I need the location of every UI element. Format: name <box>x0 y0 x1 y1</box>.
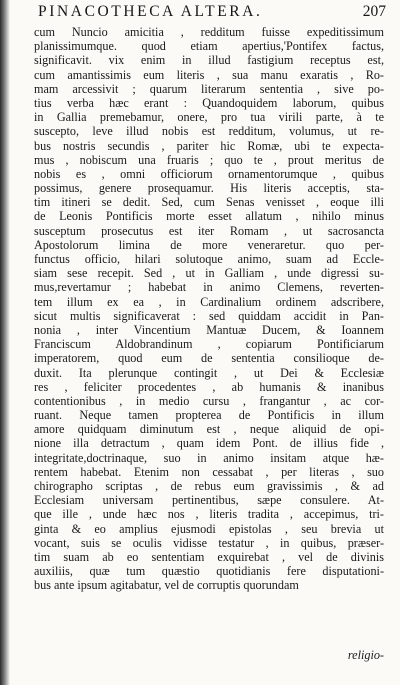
text-line: auxiliis, quæ tum quæstio quotidianis fere disputationi- <box>34 564 384 579</box>
text-line: cum Nuncio amicitia , redditum fuisse expeditissimum <box>34 25 384 39</box>
text-line: res , feliciter procedentes , ab humanis & inanibus <box>34 379 384 394</box>
text-line: cum amantissimis eum literis , sua manu exaratis , Ro- <box>34 67 384 82</box>
spine-shadow <box>0 0 10 685</box>
text-line: nonia , inter Vincentium Mantuæ Ducem, & Ioannem <box>34 322 384 337</box>
catchword: religio- <box>347 648 384 662</box>
text-line: nobis es , omni officiorum ornamentorumque , quibus <box>34 166 384 181</box>
text-line: tim suam ab eo sententiam exquirebat , vel de divinis <box>34 549 384 564</box>
text-line: tim itineri se dedit. Sed, cum Senas venisset , eoque illi <box>34 195 384 210</box>
text-line: ruant. Neque tamen propterea de Pontificis in illum <box>34 408 384 423</box>
text-line: tem illum ex ea , in Cardinalium ordinem adscribere, <box>34 294 384 309</box>
text-line: Ecclesiam universam pertinentibus, sæpe consulere. At- <box>34 493 384 508</box>
text-line: duxit. Ita plerunque contingit , ut Dei & Ecclesiæ <box>34 365 384 380</box>
text-line: Apostolorum limina de more veneraretur. quo per- <box>34 237 384 252</box>
text-line: rentem habebat. Etenim non cessabat , per literas , suo <box>34 464 384 479</box>
running-title: PINACOTHECA ALTERA. <box>38 3 263 20</box>
text-line: possimus, genere prosequamur. His literis acceptis, sta- <box>34 181 384 196</box>
text-line: bus nostris secundis , pariter hic Romæ, ubi te expecta- <box>34 138 384 153</box>
text-line: tius verba hæc erant : Quandoquidem laborum, quibus <box>34 95 384 110</box>
page-number: 207 <box>362 3 386 20</box>
text-line: planissimumque. quod etiam apertius,'Pontifex factus, <box>34 39 384 54</box>
text-line: vocant, suis se oculis vidisse testatur , in quibus, præser- <box>34 535 384 550</box>
running-head <box>38 3 386 25</box>
text-line: mus,revertamur ; habebat in animo Clemens, reverten- <box>34 280 384 295</box>
text-line: susceptum prosecutus est iter Romam , ut sacrosancta <box>34 223 384 238</box>
text-line: nione illa detractum , quam idem Pont. de illius fide , <box>34 436 384 451</box>
text-line: integritate,doctrinaque, suo in animo insitam atque hæ- <box>34 450 384 465</box>
text-line: functus officio, hilari solutoque animo, suam ad Eccle- <box>34 252 384 266</box>
text-line: bus ante ipsum agitabatur, vel de corruptis quorundam <box>34 578 299 593</box>
text-line: in Gallia premebamur, onere, pro tua virili parte, à te <box>34 110 384 125</box>
text-line: suscepto, leve illud nobis est redditum, volumus, ut re- <box>34 124 384 139</box>
text-line: imperatorem, quod eum de sententia consilioque de- <box>34 351 384 366</box>
body-text <box>34 25 384 593</box>
text-line: mus , nobiscum una fruaris ; quo te , prout meritus de <box>34 152 384 167</box>
text-line: que ille , unde hæc nos , literis tradita , accepimus, tri- <box>34 507 384 522</box>
text-line: chirographo scriptas , de rebus eum gravissimis , & ad <box>34 479 384 493</box>
text-line: contentionibus , in medio cursu , frangantur , ac cor- <box>34 393 384 408</box>
text-line: significavit. vix enim in illud fastigium receptus est, <box>34 53 384 68</box>
text-line: ginta & eo amplius ejusmodi epistolas , seu brevia ut <box>34 521 384 536</box>
text-line: sicut multis significaverat : sed quiddam accidit in Pan- <box>34 308 384 323</box>
text-line: de Leonis Pontificis morte esset allatum , nihilo minus <box>34 209 384 224</box>
text-line: siam sese recepit. Sed , ut in Galliam , unde digressi su- <box>34 266 384 281</box>
text-line: Franciscum Aldobrandinum , copiarum Pontificiarum <box>34 337 384 352</box>
text-line: amore quidquam diminutum est , neque aliquid de opi- <box>34 422 384 437</box>
text-line: mam arcessivit ; quarum literarum sententia , sive po- <box>34 81 384 96</box>
